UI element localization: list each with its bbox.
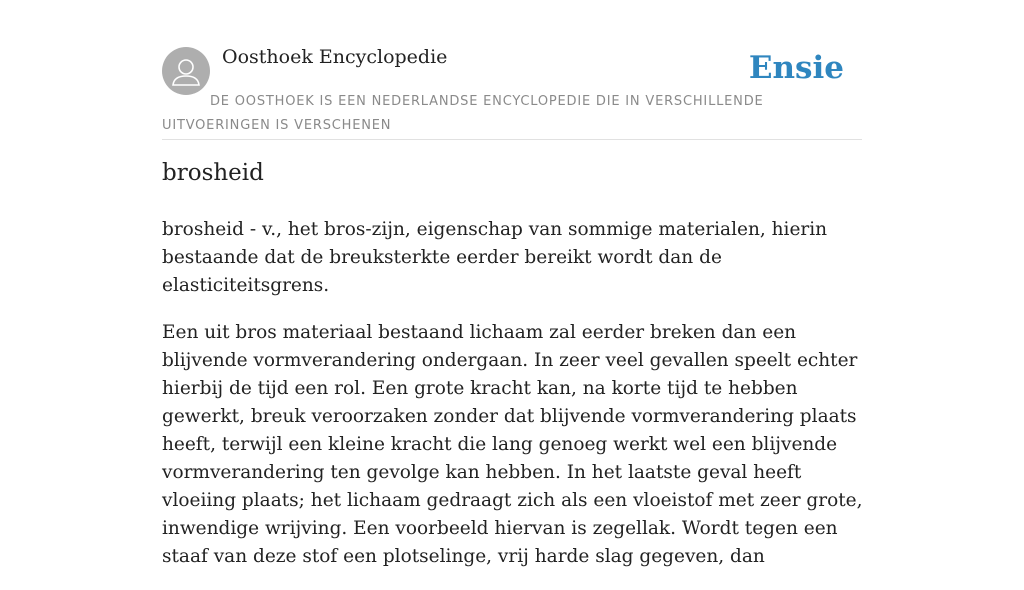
site-tagline: DE OOSTHOEK IS EEN NEDERLANDSE ENCYCLOPEDIE DIE IN VERSCHILLENDE UITVOERINGEN IS VERSCHENEN — [162, 94, 764, 133]
site-name[interactable]: Oosthoek Encyclopedie — [222, 46, 448, 68]
page-container — [162, 0, 863, 567]
article-content — [162, 216, 864, 590]
article-title: brosheid — [162, 160, 264, 186]
user-icon[interactable] — [162, 47, 210, 95]
article-paragraph: brosheid - v., het bros-zijn, eigenschap van sommige materialen, hierin bestaande dat de breuksterkte eerder bereikt wordt dan de elasticiteitsgrens. — [162, 219, 828, 296]
ensie-logo[interactable]: Ensie — [748, 50, 844, 86]
article-paragraph: Een uit bros materiaal bestaand lichaam zal eerder breken dan een blijvende vormverandering ondergaan. In zeer veel gevallen speelt echter hierbij de tijd een rol. Een grote kracht kan, na korte tijd te hebben gewerkt, breuk veroorzaken zonder dat blijvende vormverandering plaats heeft, terwijl een kleine kracht die lang genoeg werkt wel een blijvende vormverandering ten gevolge kan hebben. In het laatste geval heeft vloeiing plaats; het lichaam gedraagt zich als een vloeistof met zeer grote, inwendige wrijving. Een voorbeeld hiervan is zegellak. Wordt tegen een staaf van deze stof een plotselinge, vrij harde slag gegeven, dan — [162, 322, 863, 567]
site-header — [162, 0, 862, 140]
